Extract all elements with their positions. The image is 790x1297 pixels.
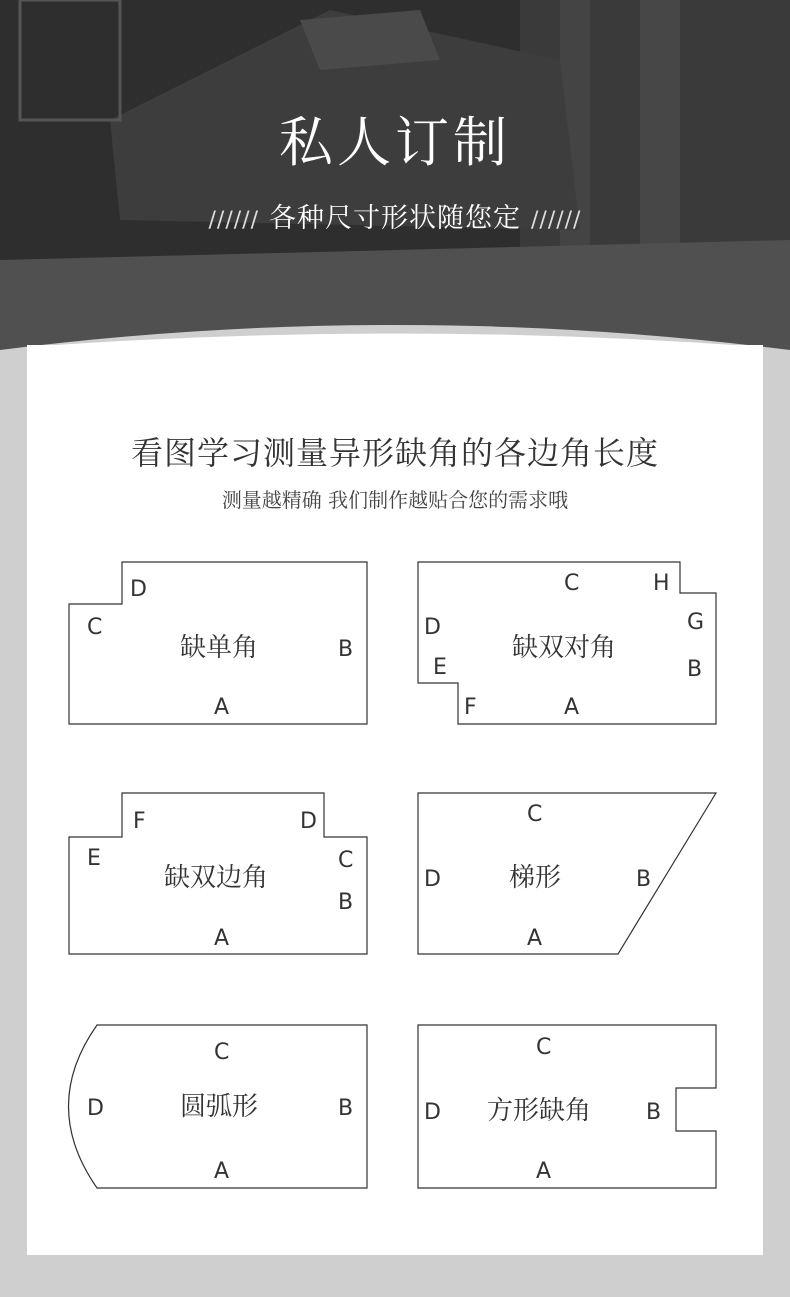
hero-subtitle: 各种尺寸形状随您定 xyxy=(269,203,521,234)
shape-trapezoid xyxy=(418,793,716,954)
edge-label: A xyxy=(527,926,543,951)
edge-label: D xyxy=(130,577,147,602)
edge-label: D xyxy=(424,1100,441,1125)
shape-outline xyxy=(418,793,716,954)
edge-label: C xyxy=(87,615,103,640)
shape-single-notch xyxy=(69,562,367,724)
edge-label: C xyxy=(214,1040,230,1065)
edge-label: C xyxy=(564,571,580,596)
edge-label: A xyxy=(536,1159,552,1184)
edge-label: E xyxy=(433,655,447,680)
edge-label: D xyxy=(424,867,441,892)
edge-label: B xyxy=(338,890,354,915)
edge-label: B xyxy=(338,1096,354,1121)
shape-name: 缺双边角 xyxy=(164,863,269,893)
section-title: 看图学习测量异形缺角的各边角长度 xyxy=(130,434,659,472)
edge-label: D xyxy=(300,809,317,834)
edge-label: C xyxy=(536,1035,552,1060)
shape-name: 梯形 xyxy=(509,863,562,893)
edge-label: C xyxy=(338,848,354,873)
edge-label: A xyxy=(214,695,230,720)
edge-label: H xyxy=(653,571,670,596)
edge-label: B xyxy=(636,867,652,892)
edge-label: A xyxy=(214,926,230,951)
edge-label: B xyxy=(646,1100,662,1125)
shape-name: 圆弧形 xyxy=(180,1092,259,1122)
edge-label: C xyxy=(527,802,543,827)
shape-double-side-notch xyxy=(69,793,367,954)
section-subtitle: 测量越精确 我们制作越贴合您的需求哦 xyxy=(221,488,569,512)
shape-name: 方形缺角 xyxy=(487,1096,592,1126)
shape-double-opposite-notch xyxy=(418,562,716,724)
slash-deco-right: ////// xyxy=(531,208,582,233)
edge-label: F xyxy=(464,695,477,720)
edge-label: F xyxy=(133,809,146,834)
edge-label: A xyxy=(564,695,580,720)
edge-label: D xyxy=(87,1096,104,1121)
edge-label: D xyxy=(424,615,441,640)
edge-label: B xyxy=(338,637,354,662)
slash-deco-left: ////// xyxy=(208,208,259,233)
shape-arc xyxy=(69,1025,368,1188)
edge-label: A xyxy=(214,1159,230,1184)
shape-square-notch xyxy=(418,1025,716,1188)
shape-name: 缺双对角 xyxy=(512,633,617,663)
shape-name: 缺单角 xyxy=(180,633,259,663)
edge-label: B xyxy=(687,657,703,682)
edge-label: E xyxy=(87,846,101,871)
hero-title: 私人订制 xyxy=(279,111,511,174)
edge-label: G xyxy=(687,610,705,635)
